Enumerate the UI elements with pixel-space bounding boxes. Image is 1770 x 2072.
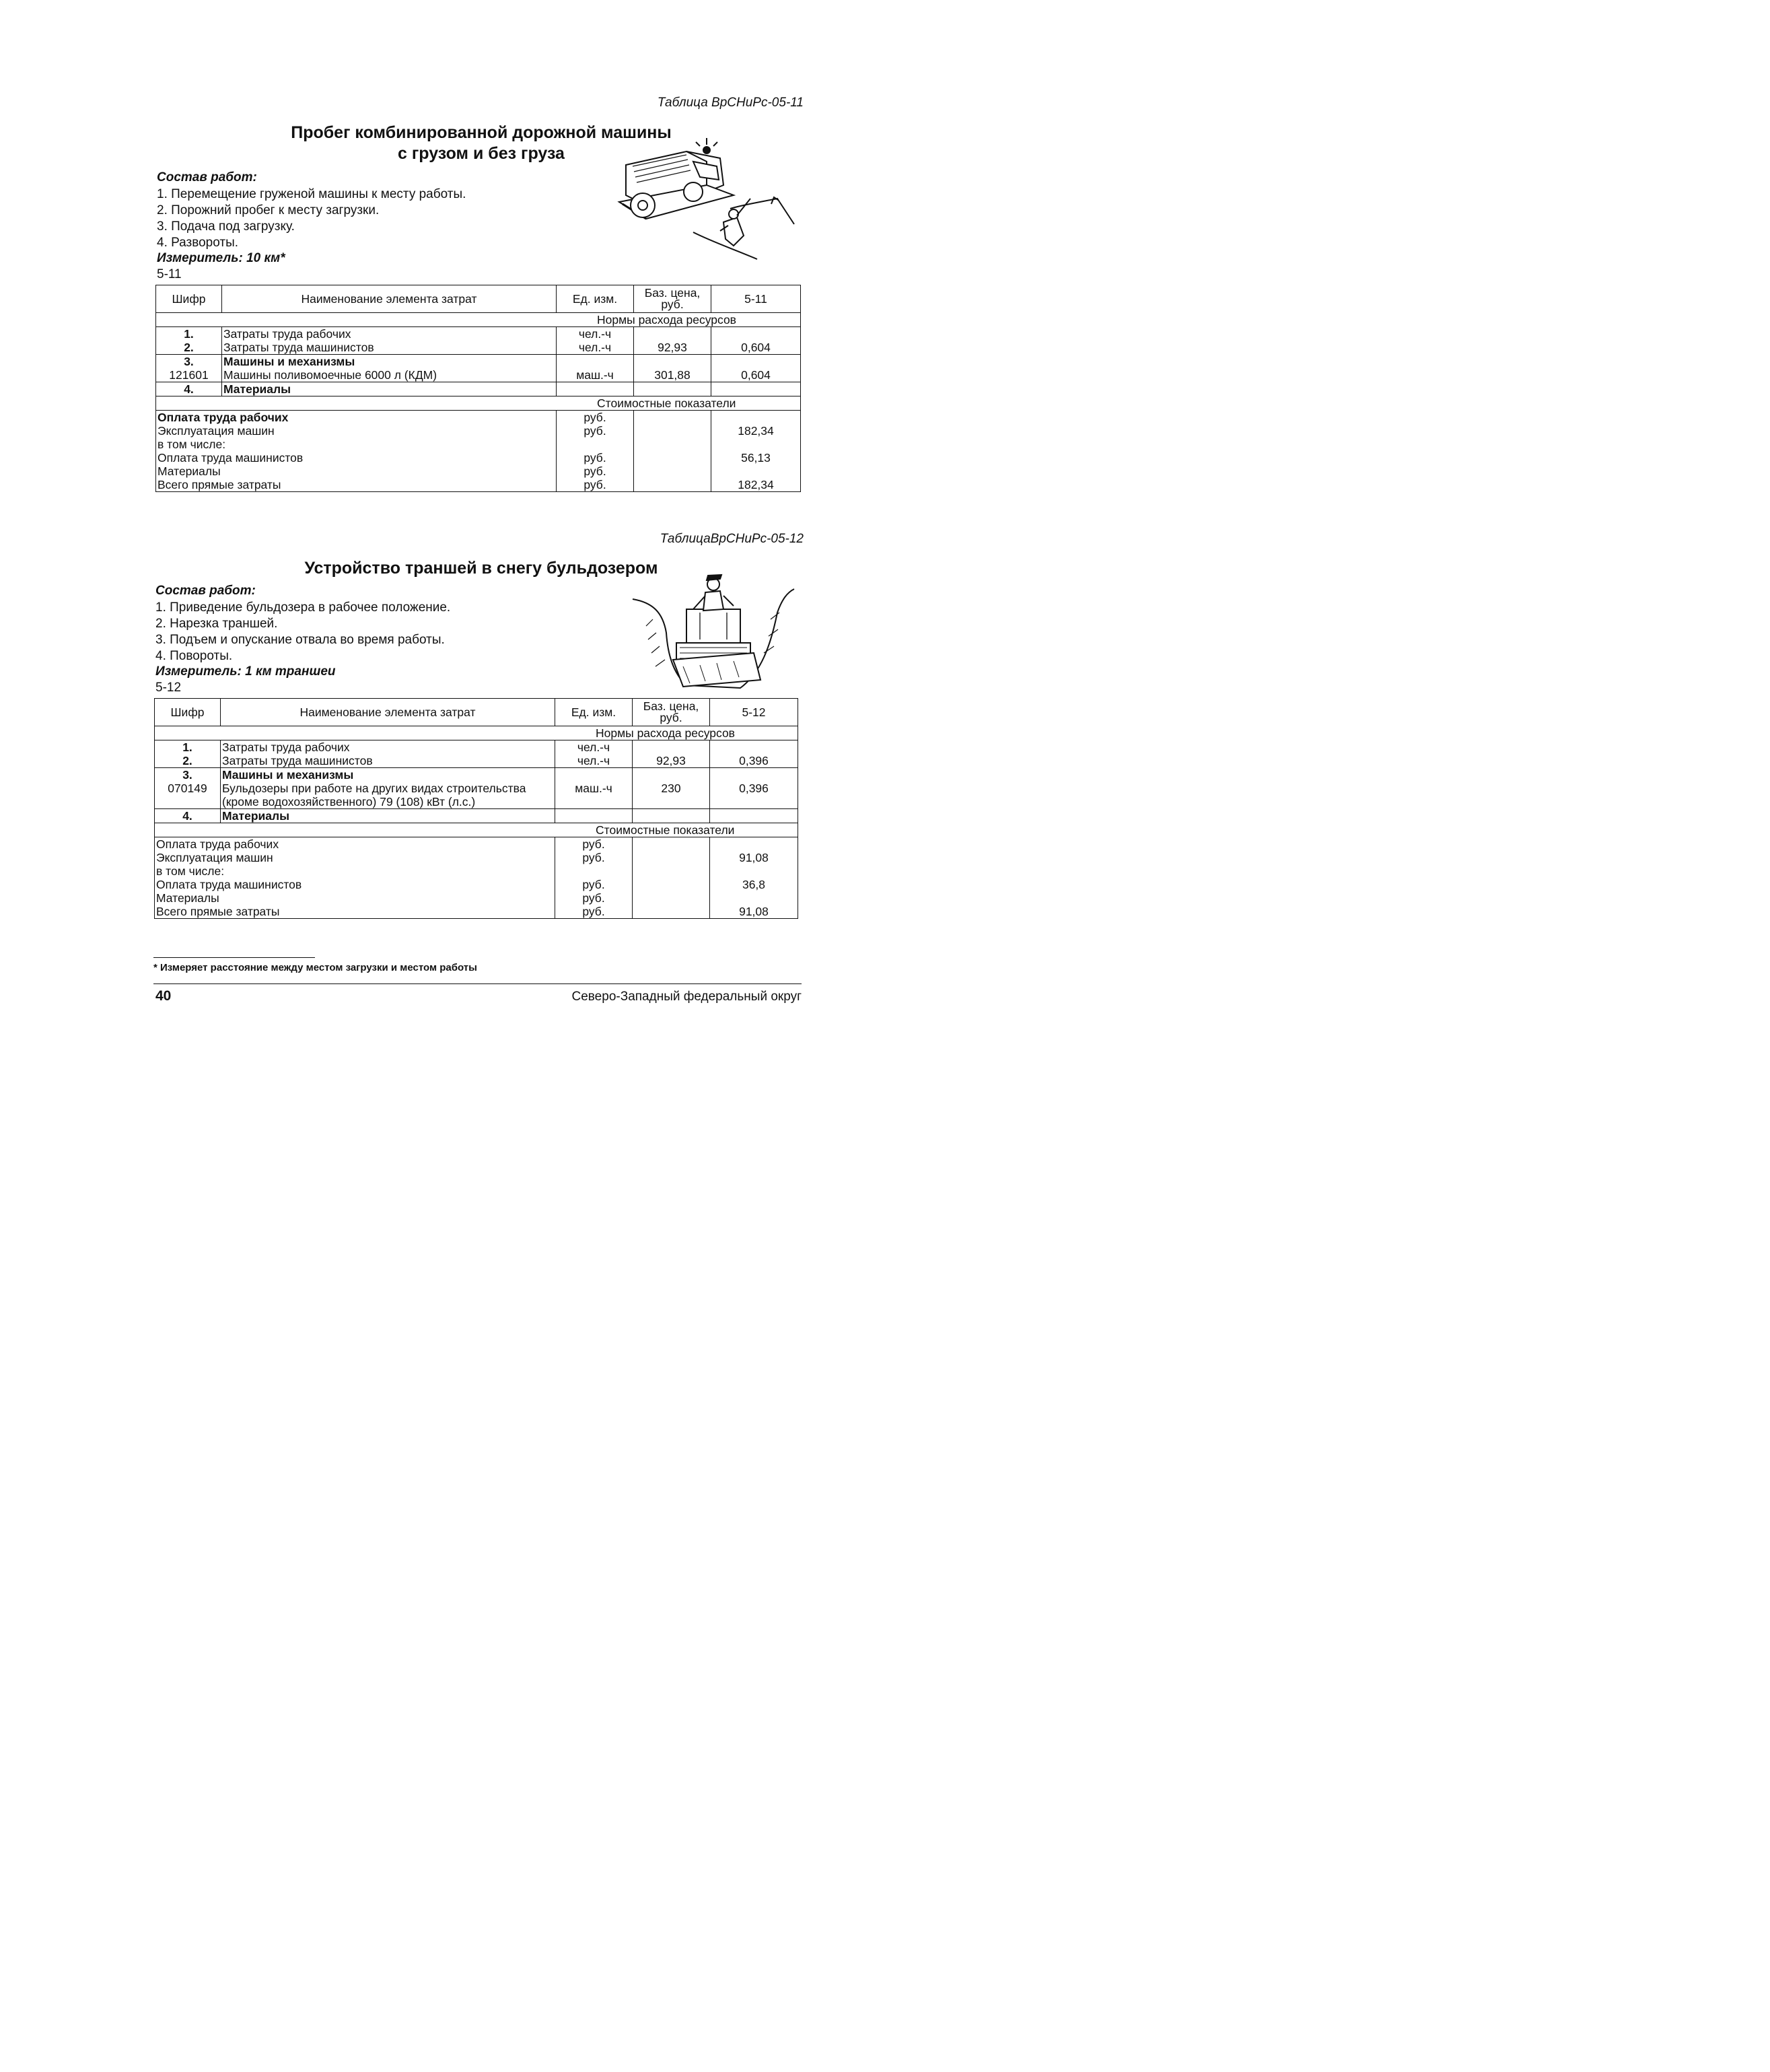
table-row bbox=[156, 368, 801, 382]
header-cell: 5-11 bbox=[711, 285, 801, 313]
cost-unit bbox=[555, 864, 633, 878]
cost-name: Эксплуатация машин bbox=[156, 424, 557, 438]
cost-value: 182,34 bbox=[711, 478, 801, 492]
cost-label: Стоимостные показатели bbox=[156, 396, 801, 411]
cell-value: 0,396 bbox=[710, 782, 798, 809]
footnote-divider bbox=[153, 957, 315, 958]
cost-name: Оплата труда машинистов bbox=[156, 451, 557, 464]
table-reference: Таблица ВрСНиРс-05-11 bbox=[657, 96, 804, 110]
cell-shifr: 1. bbox=[156, 327, 222, 341]
table-code: 5-12 bbox=[155, 681, 182, 695]
cost-name: в том числе: bbox=[155, 864, 555, 878]
measure-unit: Измеритель: 1 км траншеи bbox=[155, 664, 336, 679]
work-composition-label: Состав работ: bbox=[155, 584, 256, 598]
cost-name: Оплата труда рабочих bbox=[156, 411, 557, 425]
work-composition-label: Состав работ: bbox=[157, 170, 257, 184]
cell-shifr: 3. bbox=[155, 768, 221, 782]
cost-name: Всего прямые затраты bbox=[156, 478, 557, 492]
header-cell: Баз. цена, руб. bbox=[634, 285, 711, 313]
norms-label-row bbox=[156, 313, 801, 327]
table-row bbox=[156, 327, 801, 341]
cell-value bbox=[710, 740, 798, 755]
cost-value: 91,08 bbox=[710, 851, 798, 864]
cost-label: Стоимостные показатели bbox=[155, 823, 798, 837]
resource-table bbox=[155, 285, 801, 492]
cell-value bbox=[710, 809, 798, 823]
cell-price bbox=[633, 740, 710, 755]
cost-row bbox=[156, 451, 801, 464]
cost-price bbox=[634, 464, 711, 478]
cell-shifr: 3. bbox=[156, 355, 222, 369]
header-cell: Наименование элемента затрат bbox=[222, 285, 557, 313]
cost-row bbox=[156, 438, 801, 451]
cost-value: 91,08 bbox=[710, 905, 798, 919]
cost-unit bbox=[557, 438, 634, 451]
cost-name: Материалы bbox=[156, 464, 557, 478]
cost-value: 182,34 bbox=[711, 424, 801, 438]
footnote: * Измеряет расстояние между местом загрузки и местом работы bbox=[153, 962, 477, 973]
table-header-row bbox=[156, 285, 801, 313]
cell-name: Машины и механизмы bbox=[222, 355, 557, 369]
cost-row bbox=[155, 891, 798, 905]
work-list bbox=[157, 186, 466, 251]
cell-unit bbox=[555, 809, 633, 823]
table-row bbox=[155, 740, 798, 755]
section-title-line: Пробег комбинированной дорожной машины bbox=[291, 123, 672, 142]
cost-unit: руб. bbox=[557, 411, 634, 425]
cell-shifr: 1. bbox=[155, 740, 221, 755]
road-machine-illustration bbox=[606, 138, 801, 263]
cost-unit: руб. bbox=[557, 464, 634, 478]
work-list-item: 3. Подъем и опускание отвала во время работы. bbox=[155, 633, 445, 647]
cost-price bbox=[633, 878, 710, 891]
cell-price bbox=[634, 327, 711, 341]
cell-price: 92,93 bbox=[633, 754, 710, 768]
cost-value bbox=[711, 464, 801, 478]
cost-label-row bbox=[155, 823, 798, 837]
header-cell: Баз. цена, руб. bbox=[633, 699, 710, 726]
header-cell: Ед. изм. bbox=[555, 699, 633, 726]
cell-shifr: 2. bbox=[156, 341, 222, 355]
cell-shifr: 4. bbox=[156, 382, 222, 396]
header-cell: Шифр bbox=[156, 285, 222, 313]
cost-unit: руб. bbox=[555, 851, 633, 864]
cost-name: Всего прямые затраты bbox=[155, 905, 555, 919]
resource-table bbox=[154, 698, 798, 919]
cost-value: 36,8 bbox=[710, 878, 798, 891]
cost-value bbox=[710, 891, 798, 905]
cost-name: в том числе: bbox=[156, 438, 557, 451]
table-row bbox=[155, 768, 798, 782]
cost-row bbox=[156, 411, 801, 425]
header-cell: Наименование элемента затрат bbox=[221, 699, 555, 726]
cell-value: 0,604 bbox=[711, 368, 801, 382]
cell-unit bbox=[557, 382, 634, 396]
bulldozer-illustration bbox=[626, 572, 798, 693]
cell-unit: чел.-ч bbox=[557, 327, 634, 341]
cell-name: Затраты труда рабочих bbox=[222, 327, 557, 341]
region-name: Северо-Западный федеральный округ bbox=[571, 990, 802, 1004]
table-row bbox=[155, 754, 798, 768]
cell-unit: маш.-ч bbox=[557, 368, 634, 382]
cell-unit: чел.-ч bbox=[557, 341, 634, 355]
cell-name: Бульдозеры при работе на других видах строительства (кроме водохозяйственного) 79 (108) кВт (л.с.) bbox=[221, 782, 555, 809]
norms-label: Нормы расхода ресурсов bbox=[156, 313, 801, 327]
cell-price bbox=[633, 768, 710, 782]
cell-shifr: 070149 bbox=[155, 782, 221, 809]
cost-unit: руб. bbox=[555, 878, 633, 891]
work-list-item: 2. Порожний пробег к месту загрузки. bbox=[157, 203, 380, 217]
work-list-item: 1. Приведение бульдозера в рабочее положение. bbox=[155, 600, 451, 615]
cost-row bbox=[155, 878, 798, 891]
cost-value bbox=[711, 438, 801, 451]
cell-value: 0,604 bbox=[711, 341, 801, 355]
work-list-item: 2. Нарезка траншей. bbox=[155, 617, 278, 631]
cell-name: Материалы bbox=[221, 809, 555, 823]
section-title-line: Устройство траншей в снегу бульдозером bbox=[304, 559, 658, 578]
cost-row bbox=[155, 837, 798, 852]
table-header-row bbox=[155, 699, 798, 726]
work-list-item: 1. Перемещение груженой машины к месту работы. bbox=[157, 187, 466, 201]
cell-value bbox=[711, 327, 801, 341]
cell-name: Машины и механизмы bbox=[221, 768, 555, 782]
cost-value bbox=[710, 837, 798, 852]
cost-price bbox=[634, 438, 711, 451]
measure-unit: Измеритель: 10 км* bbox=[157, 251, 285, 265]
cost-price bbox=[633, 891, 710, 905]
cost-unit: руб. bbox=[555, 837, 633, 852]
cell-unit bbox=[555, 768, 633, 782]
cost-unit: руб. bbox=[557, 424, 634, 438]
cell-unit: чел.-ч bbox=[555, 740, 633, 755]
norms-label-row bbox=[155, 726, 798, 740]
cell-value bbox=[711, 355, 801, 369]
cell-name: Машины поливомоечные 6000 л (КДМ) bbox=[222, 368, 557, 382]
section-title-line: с грузом и без груза bbox=[398, 144, 565, 163]
cost-row bbox=[156, 424, 801, 438]
cost-unit: руб. bbox=[555, 905, 633, 919]
cost-price bbox=[634, 411, 711, 425]
cell-shifr: 4. bbox=[155, 809, 221, 823]
cell-value bbox=[711, 382, 801, 396]
cost-row bbox=[155, 851, 798, 864]
cell-price bbox=[634, 382, 711, 396]
cell-shifr: 2. bbox=[155, 754, 221, 768]
table-row bbox=[156, 355, 801, 369]
table-row bbox=[156, 382, 801, 396]
cost-unit: руб. bbox=[555, 891, 633, 905]
cost-price bbox=[634, 451, 711, 464]
work-list-item: 4. Повороты. bbox=[155, 649, 233, 663]
page-number: 40 bbox=[155, 988, 172, 1004]
table-row bbox=[155, 782, 798, 809]
cost-price bbox=[634, 424, 711, 438]
cost-unit: руб. bbox=[557, 478, 634, 492]
norms-label: Нормы расхода ресурсов bbox=[155, 726, 798, 740]
cost-row bbox=[155, 905, 798, 919]
cost-price bbox=[633, 851, 710, 864]
cost-value: 56,13 bbox=[711, 451, 801, 464]
cell-price: 301,88 bbox=[634, 368, 711, 382]
cell-value bbox=[710, 768, 798, 782]
cost-name: Материалы bbox=[155, 891, 555, 905]
cost-price bbox=[633, 837, 710, 852]
work-list bbox=[155, 600, 450, 664]
cost-label-row bbox=[156, 396, 801, 411]
work-list-item: 4. Развороты. bbox=[157, 236, 239, 250]
cost-unit: руб. bbox=[557, 451, 634, 464]
header-cell: Шифр bbox=[155, 699, 221, 726]
table-row bbox=[156, 341, 801, 355]
cell-price bbox=[633, 809, 710, 823]
header-cell: Ед. изм. bbox=[557, 285, 634, 313]
cost-value bbox=[711, 411, 801, 425]
work-list-item: 3. Подача под загрузку. bbox=[157, 219, 295, 234]
cell-unit: чел.-ч bbox=[555, 754, 633, 768]
header-cell: 5-12 bbox=[710, 699, 798, 726]
table-code: 5-11 bbox=[157, 267, 182, 281]
cost-price bbox=[633, 864, 710, 878]
table-row bbox=[155, 809, 798, 823]
cell-value: 0,396 bbox=[710, 754, 798, 768]
cost-price bbox=[634, 478, 711, 492]
cell-unit bbox=[557, 355, 634, 369]
cell-name: Затраты труда рабочих bbox=[221, 740, 555, 755]
cost-value bbox=[710, 864, 798, 878]
cell-shifr: 121601 bbox=[156, 368, 222, 382]
table-reference: ТаблицаВрСНиРс-05-12 bbox=[660, 532, 804, 546]
cost-row bbox=[156, 464, 801, 478]
cost-name: Оплата труда рабочих bbox=[155, 837, 555, 852]
cell-price: 92,93 bbox=[634, 341, 711, 355]
cost-price bbox=[633, 905, 710, 919]
cost-row bbox=[155, 864, 798, 878]
footer-divider bbox=[153, 983, 802, 984]
cell-name: Затраты труда машинистов bbox=[222, 341, 557, 355]
cost-name: Эксплуатация машин bbox=[155, 851, 555, 864]
cell-price bbox=[634, 355, 711, 369]
cell-unit: маш.-ч bbox=[555, 782, 633, 809]
cost-name: Оплата труда машинистов bbox=[155, 878, 555, 891]
cost-row bbox=[156, 478, 801, 492]
cell-name: Затраты труда машинистов bbox=[221, 754, 555, 768]
cell-name: Материалы bbox=[222, 382, 557, 396]
cell-price: 230 bbox=[633, 782, 710, 809]
